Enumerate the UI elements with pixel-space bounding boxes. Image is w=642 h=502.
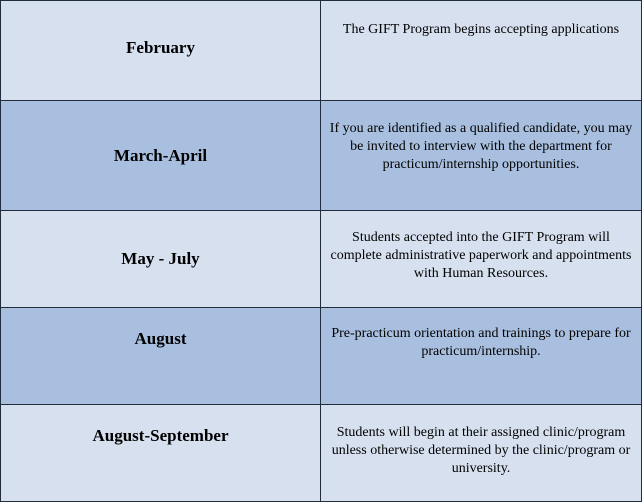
timeline-row-february <box>1 1 642 101</box>
timeline-description: Students will begin at their assigned clinic/program unless otherwise determined by the clinic/program or university. <box>321 405 642 502</box>
timeline-period: August <box>1 308 321 405</box>
timeline-description: The GIFT Program begins accepting applications <box>321 1 642 101</box>
timeline-row-august <box>1 308 642 405</box>
timeline-period: August-September <box>1 405 321 502</box>
timeline-row-august-september <box>1 405 642 502</box>
timeline-period: March-April <box>1 101 321 211</box>
timeline-row-may-july <box>1 211 642 308</box>
timeline-description: Pre-practicum orientation and trainings to prepare for practicum/internship. <box>321 308 642 405</box>
timeline-row-march-april <box>1 101 642 211</box>
timeline-period: May - July <box>1 211 321 308</box>
timeline-description: Students accepted into the GIFT Program will complete administrative paperwork and appointments with Human Resources. <box>321 211 642 308</box>
timeline-period: February <box>1 1 321 101</box>
timeline-description: If you are identified as a qualified candidate, you may be invited to interview with the department for practicum/internship opportunities. <box>321 101 642 211</box>
